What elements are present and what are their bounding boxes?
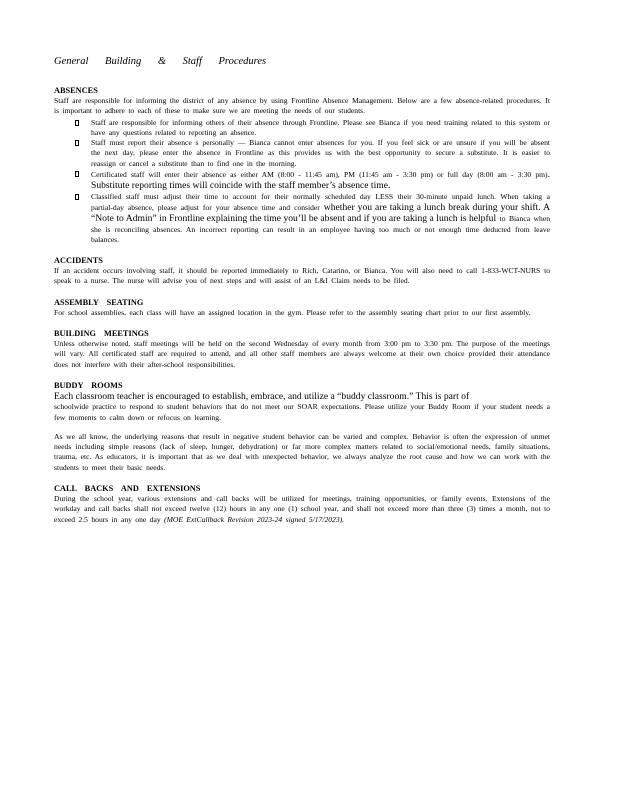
accidents-heading: ACCIDENTS <box>54 256 103 266</box>
bullet-text-large: whether you are taking a lunch break during your shift. A “Note to Admin” in Frontline explaining the time you’ll be absent and if you are taking a lunch is helpful <box>91 201 550 225</box>
assembly-text: For school assemblies, each class will have an assigned location in the gym. Please refer to the assembly seating chart prior to our first assembly. <box>54 307 531 317</box>
section-building-meetings <box>54 329 550 370</box>
square-bullet-icon <box>75 140 79 146</box>
section-absences <box>54 86 550 245</box>
list-item <box>54 138 550 169</box>
page-title: General Building & Staff Procedures <box>54 56 267 67</box>
buddy-rooms-lead: Each classroom teacher is encouraged to establish, embrace, and utilize a “buddy classroom.” This is part of <box>54 390 470 402</box>
paragraph-gap <box>54 423 550 432</box>
section-assembly-seating <box>54 298 550 318</box>
accidents-text: If an accident occurs involving staff, it should be reported immediately to Rich, Catarino, or Bianca. You will also need to call 1-833-WCT-NURS to speak to a nurse. The nurse will advise you of next steps and will assist of an L&I Claim needs to be filed. <box>54 266 550 286</box>
buddy-rooms-heading: BUDDY ROOMS <box>54 380 123 390</box>
document-page <box>54 56 550 536</box>
assembly-heading: ASSEMBLY SEATING <box>54 297 144 307</box>
call-backs-paragraph <box>54 494 550 525</box>
bullet-text-large: . Substitute reporting times will coincide with the staff member’s absence time. <box>91 169 550 192</box>
building-meetings-heading: BUILDING MEETINGS <box>54 329 149 339</box>
buddy-rooms-text-2: As we all know, the underlying reasons that result in negative student behavior can be varied and complex. Behavior is often the expression of unmet needs including simple reasons (lack of sleep, hunger, dehydration) or far more complex matters related to social/emotional needs, family situations, trauma, etc. As educators, it is important that as we deal with unexpected behavior, we always analyze the root cause and how we can work with the students to meet their basic needs. <box>54 431 550 472</box>
absences-bullet-list <box>54 118 550 246</box>
bullet-text-tail: to Bianca when she is reconciling absences. An incorrect reporting can result in an employee having too much or not enough time deducted from leave balances. <box>91 214 550 244</box>
call-backs-text: During the school year, various extensions and call backs will be utilized for meetings, training opportunities, or family events. Extensions of the workday and call backs shall not exceed twelve (12) hours in any one (1) school year, and shall not exceed more than three (3) times a month, not to exceed 2.5 hours in any one day <box>54 494 550 524</box>
square-bullet-icon <box>75 120 79 126</box>
section-accidents <box>54 256 550 287</box>
bullet-text: Staff are responsible for informing others of their absence through Frontline. Please see Bianca if you need training related to this system or have any questions related to reporting an absence. <box>91 117 550 137</box>
building-meetings-text: Unless otherwise noted, staff meetings will be held on the second Wednesday of every month from 3:00 pm to 3:30 pm. The purpose of the meetings will vary. All certificated staff are required to attend, and all other staff members are always welcome at their own choice provided their attendance does not interfere with their after-school responsibilities. <box>54 339 550 369</box>
list-item <box>54 192 550 245</box>
call-backs-note: (MOE ExtCallback Revision 2023-24 signed 5/17/2023). <box>164 514 345 524</box>
list-item <box>54 118 550 139</box>
list-item <box>54 169 550 192</box>
section-call-backs <box>54 484 550 525</box>
call-backs-heading: CALL BACKS AND EXTENSIONS <box>54 484 201 494</box>
buddy-rooms-text-1: schoolwide practice to respond to student behaviors that do not meet our SOAR expectations. Please utilize your Buddy Room if your student needs a few moments to calm down or refocus on learning. <box>54 402 550 422</box>
absences-heading: ABSENCES <box>54 86 98 95</box>
bullet-text: Certificated staff will enter their absence as either AM (8:00 - 11:45 am), PM (11:45 am - 3:30 pm) or full day (8:00 am - 3:30 pm) <box>91 170 548 180</box>
bullet-text: Staff must report their absence s personally — Bianca cannot enter absences for you. If you feel sick or are unsure if you will be absent the next day, please enter the absence in Frontline as this provides us with the best opportunity to secure a substitute. It is easier to reassign or cancel a substitute than to find one in the morning. <box>91 138 550 168</box>
section-buddy-rooms <box>54 381 550 473</box>
square-bullet-icon <box>75 171 79 177</box>
absences-intro: Staff are responsible for informing the district of any absence by using Frontline Absence Management. Below are a few absence-related procedures. It is important to adhere to each of these to make sure we are meeting the needs of our students. <box>54 96 550 116</box>
bullet-text: Classified staff must adjust their time to account for their normally scheduled day LESS their 30-minute unpaid lunch. When taking a partial-day absence, please adjust for your absence time and consider <box>91 191 550 212</box>
square-bullet-icon <box>75 194 79 200</box>
